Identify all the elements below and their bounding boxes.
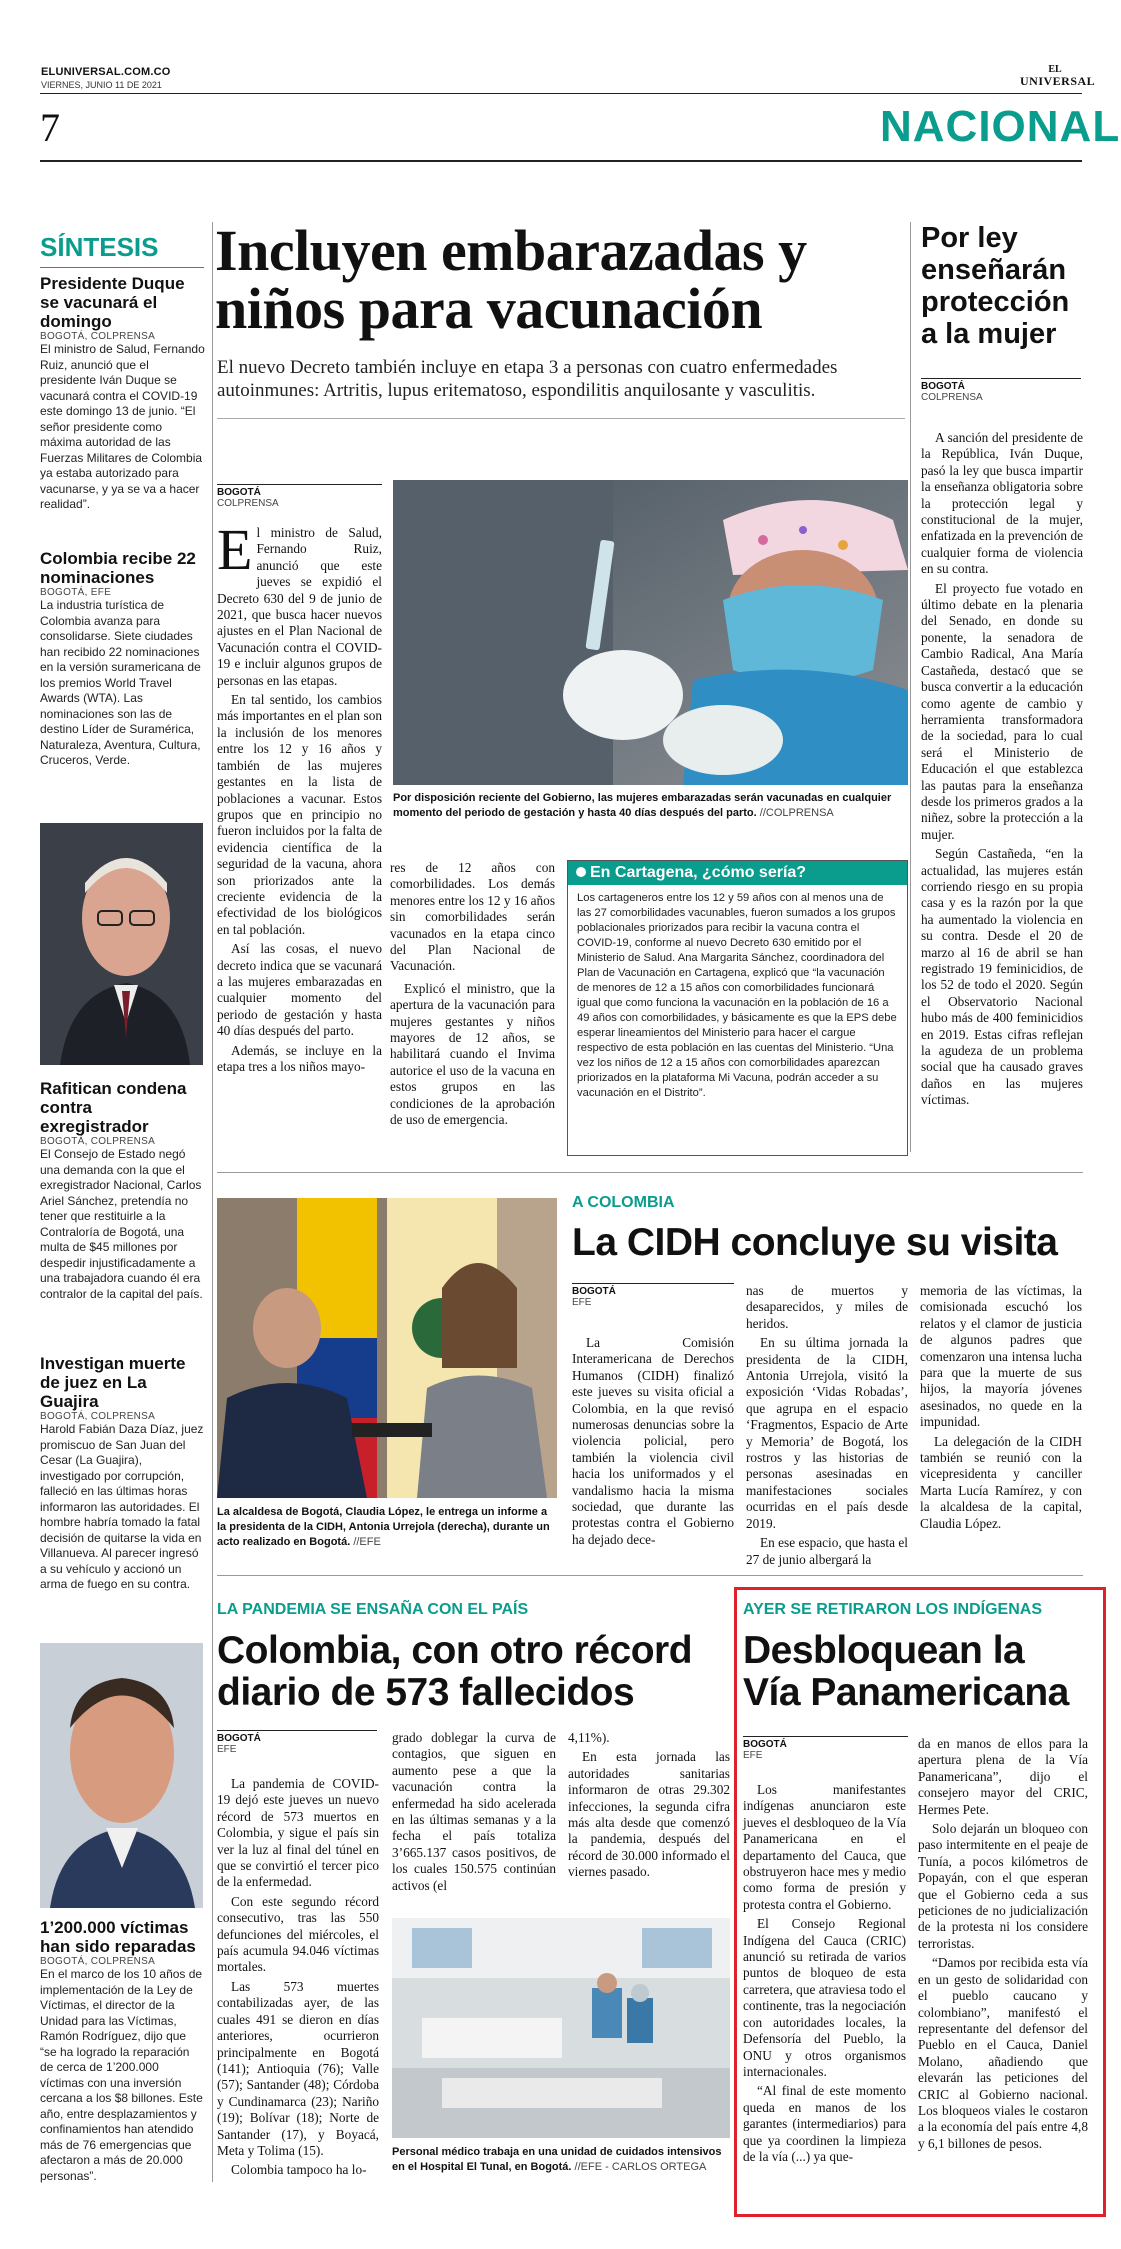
main-paragraph: res de 12 años con comorbilidades. Los demás menores entre los 12 y 16 años sin comorbilidades serán vacunados en la etapa cinco del Plan Nacional de Vacunación. [390,860,555,974]
sidebar-meta: BOGOTÁ, COLPRENSA [40,331,156,342]
right-byline [921,378,1081,403]
indigenas-column-1 [743,1782,906,2165]
cidh-paragraph: memoria de las víctimas, la comisionada escuchó los relatos y el clamor de justicia de algunos padres que comenzaron una intensa lucha para que la muerte de sus hijos, la mayoría jóvenes asesinados, no quede en la impunidad. [920,1283,1082,1430]
sidebar-meta: BOGOTÁ, COLPRENSA [40,1411,156,1422]
pandemia-paragraph: Las 573 muertes contabilizadas ayer, de las cuales 491 se dieron en días anteriores, ocurrieron principalmente en Bogotá (141); Antioquia (76); Valle (57); Santander (48); Córdoba y Cundinamarca (23); Nariño (19); Bolívar (18); Norte de Santander (17), y Boyacá, Meta y Tolima (15). [217,1978,379,2158]
cidh-paragraph: En su última jornada la presidenta de la CIDH, Antonia Urrejola, visitó la exposición ‘Vidas Robadas’, que agrupa en el espacio ‘Fragmentos, Espacio de Arte y Memoria’ de Bogotá, los rostros y las historias de personas asesinadas en manifestaciones sociales ocurridas en el país desde 2019. [746,1335,908,1531]
cidh-headline: La CIDH concluye su visita [572,1221,1058,1264]
sidebar-item [40,549,205,769]
portrait-photo [40,1643,203,1908]
indigenas-byline [743,1736,908,1761]
column-divider [212,222,213,2182]
main-column-1 [217,517,382,1075]
main-column-2 [390,860,555,1129]
right-body [921,430,1083,1109]
sidebar-text: Harold Fabián Daza Díaz, juez promiscuo de San Juan del Cesar (La Guajira), investigado por corrupción, falleció en las últimas horas informaron las autoridades. El hombre habría tomado la fatal decisión de quitarse la vida en Villanueva. Al parecer ingresó a su vehículo y accionó un arma de fuego en su contra. [40,1422,204,1591]
sidebar-text: El Consejo de Estado negó una demanda con la que el exregistrador Nacional, Carlos Ariel Sánchez, pretendía no tener que restituirle a la Contraloría de Bogotá, una multa de $45 millones por despedir injustificadamente a una trabajadora cuando él era contralor de la capital del país. [40,1147,203,1301]
cidh-paragraph: La Comisión Interamericana de Derechos Humanos (CIDH) finalizó este jueves su visita oficial a Colombia, en la que revisó numerosas denuncias sobre la violencia policial, pero también la violencia civil hacia los uniformados y el vandalismo hacia la misma sociedad, que durante las protestas contra el Gobierno ha dejado dece- [572,1335,734,1547]
pandemia-paragraph: La pandemia de COVID-19 dejó este jueves un nuevo récord de 573 muertos en Colombia, y sigue el país sin ver la luz al final del túnel en que se convirtió el tercer pico de la enfermedad. [217,1776,379,1890]
site-url: ELUNIVERSAL.COM.CO [41,66,171,78]
byline-city: BOGOTÁ [217,487,261,498]
main-headline: Incluyen embarazadas y niños para vacunación [215,218,807,341]
box-title [568,861,907,885]
pandemia-paragraph: Con este segundo récord consecutivo, tras las 550 defunciones del miércoles, el país acumula 94.046 víctimas mortales. [217,1893,379,1975]
caption-credit: //COLPRENSA [759,807,834,819]
logo-top: EL [1048,64,1062,75]
section-divider [217,1172,1083,1173]
right-paragraph: El proyecto fue votado en último debate en la plenaria del Senado, en donde su ponente, la senadora de Cambio Radical, Ana María Castañeda, destacó que se busca convertir a la educación como agente de cambio y herramienta transformadora de la sociedad, para lo cual será el Ministerio de Educación el que establezca las pautas para la enseñanza desde los primeros grados a la niñez, sobre la protección a la mujer. [921,580,1083,842]
caption-credit: //EFE - CARLOS ORTEGA [574,2161,707,2173]
section-divider [217,1575,1083,1576]
byline-agency: EFE [743,1750,763,1761]
cidh-kicker: A COLOMBIA [572,1194,675,1211]
sidebar-headline: Presidente Duque se vacunará el domingo [40,274,185,331]
pandemia-column-3 [568,1730,730,1881]
main-paragraph: l ministro de Salud, Fernando Ruiz, anunció que este jueves se expidió el Decreto 630 del 9 de junio de 2021, que busca hacer nuevos ajustes en el Plan Nacional de Vacunación contra el COVID-19 e incluir algunos grupos de personas en las etapas. [217,525,382,688]
indigenas-paragraph: El Consejo Regional Indígena del Cauca (CRIC) anunció su retirada de varios puntos de bloqueo de esta carretera, que atraviesa todo el continente, tras la negociación con autoridades locales, la Defensoría del Pueblo, la ONU y otros organismos internacionales. [743,1916,906,2079]
sidebar-text: El ministro de Salud, Fernando Ruiz, anunció que el presidente Iván Duque se vacunará contra el COVID-19 este domingo 13 de junio. “El señor presidente como máxima autoridad de las Fuerzas Militares de Colombia ya estaba autorizado para vacunarse, y ya se va a hacer realidad”. [40,342,205,511]
right-paragraph: Según Castañeda, “en la actualidad, las mujeres están corriendo riesgo en su propia casa y es la razón por la que ha aumentado la violencia en su contra. Desde el 20 de marzo al 16 de abril se han registrado 19 feminicidios, de los 52 de todo el 2020. Según el Observatorio Nacional hubo más de 400 feminicidios en 2019. Estas cifras reflejan la agudeza de un problema social que ha causado graves daños en las mujeres víctimas. [921,846,1083,1108]
byline-agency: COLPRENSA [217,498,279,509]
sidebar-title: SÍNTESIS [40,232,159,262]
byline-agency: COLPRENSA [921,392,983,403]
page-number: 7 [40,105,60,150]
cidh-column-3 [920,1283,1082,1532]
box-text: Los cartageneros entre los 12 y 59 años con al menos una de las 27 comorbilidades vacunables, fueron sumados a los grupos poblacionales priorizados para recibir la vacuna contra el COVID-19, conforme al nuevo Decreto 630 emitido por el Ministerio de Salud. Ana Margarita Sánchez, coordinadora del Plan de Vacunación en Cartagena, explicó que “la vacunación de menores de 12 a 15 años con comorbilidades funcionará igual que como funciona la vacunación en la población de 16 a 49 años con comorbilidades, y básicamente es que la EPS debe esperar lineamientos del Ministerio para hacer el cargue respectivo de esta población en las cuentas del Ministerio. “Una vez los niños de 12 a 15 años con comorbilidades aparezcan priorizados en la plataforma Mi Vacuna, podrán acceder a su vacunación en el Distrito”. [577,892,897,1099]
portrait-photo [40,823,203,1065]
cidh-photo [217,1198,557,1498]
main-lede: El nuevo Decreto también incluye en etapa 3 a personas con cuatro enfermedades autoinmunes: Artritis, lupus eritematoso, espondilitis anquilosante y vasculitis. [217,357,838,401]
newspaper-logo [1020,64,1096,88]
cidh-paragraph: La delegación de la CIDH también se reunió con la vicepresidenta y canciller Marta Lucía Ramírez, y con la alcaldesa de la capital, Claudia López. [920,1433,1082,1531]
caption-text: Por disposición reciente del Gobierno, las mujeres embarazadas serán vacunadas en cualquier momento del periodo de gestación y hasta 40 días después del parto. [393,792,892,819]
main-paragraph: Explicó el ministro, que la apertura de la vacunación para mujeres gestantes y niños mayores de 12 años, se habilitará cuando el Invima autorice el uso de la vacuna en estos grupos en las condiciones de la aprobación de uso de emergencia. [390,980,555,1128]
cidh-column-1 [572,1335,734,1548]
cidh-column-2 [746,1283,908,1568]
column-divider [910,222,911,1152]
pandemia-headline: Colombia, con otro récord diario de 573 fallecidos [217,1629,693,1714]
main-photo-caption [393,791,908,821]
sidebar-title-rule [40,267,204,268]
dropcap: E [217,517,253,582]
byline-agency: EFE [217,1744,237,1755]
sidebar-text: En el marco de los 10 años de implementación de la Ley de Víctimas, el director de la Unidad para las Víctimas, Ramón Rodríguez, dijo que “se ha logrado la reparación de cerca de 1’200.000 víctimas con una inversión cercana a los $8 billones. Este año, entre desplazamientos y confinamientos han atendido más de 76 emergencias que afectaron a más de 20.000 personas”. [40,1967,203,2183]
byline-city: BOGOTÁ [217,1733,261,1744]
indigenas-paragraph: Los manifestantes indígenas anunciaron este jueves el desbloqueo de la Vía Panamericana en el departamento del Cauca, que obstruyeron hace mes y medio como forma de presión y protesta contra el Gobierno. [743,1782,906,1912]
pandemia-paragraph: 4,11%). [568,1730,610,1745]
logo-bottom: UNIVERSAL [1020,74,1096,88]
hospital-photo-caption [392,2145,730,2175]
sidebar-item [40,274,205,513]
info-dot-icon [576,867,586,877]
sidebar-text: La industria turística de Colombia avanza para consolidarse. Siete ciudades han recibido 22 nominaciones en la versión suramericana de los premios World Travel Awards (WTA). Las nominaciones son las de destino Líder de Suramérica, Naturaleza, Aventura, Cultura, Cruceros, Verde. [40,598,201,767]
byline-city: BOGOTÁ [743,1739,787,1750]
vaccination-photo [393,480,908,785]
cidh-paragraph: nas de muertos y desaparecidos, y miles de heridos. [746,1283,908,1331]
sidebar-headline: Investigan muerte de juez en La Guajira [40,1354,186,1411]
sidebar-meta: BOGOTÁ, COLPRENSA [40,1956,156,1967]
indigenas-headline: Desbloquean la Vía Panamericana [743,1629,1069,1714]
pandemia-kicker: LA PANDEMIA SE ENSAÑA CON EL PAÍS [217,1601,529,1618]
pandemia-paragraph: Colombia tampoco ha lo- [231,2162,367,2178]
cidh-paragraph: En ese espacio, que hasta el 27 de junio albergará la [746,1535,908,1567]
indigenas-paragraph: “Damos por recibida esta vía en un gesto de solidaridad con el pueblo caucano y colombiano”, manifestó el representante del defensor del Pueblo en el Cauca, Daniel Molano, añadiendo que elevarán las peticiones del CRIC al Gobierno nacional. Los bloqueos viales le costaron a la economía del país entre 4,8 y 6,1 billones de pesos. [918,1955,1088,2151]
right-paragraph: A sanción del presidente de la República, Iván Duque, pasó la ley que busca impartir la enseñanza obligatoria sobre la protección legal y constitucional de la mujer, enfatizada en la prevención de cualquier forma de violencia en su contra. [921,430,1083,577]
pandemia-column-1 [217,1776,379,2179]
sidebar-item [40,1354,205,1593]
box-title-text: En Cartagena, ¿cómo sería? [590,864,807,881]
sidebar-headline: Rafitican condena contra exregistrador [40,1079,187,1136]
sidebar-item [40,1079,205,1302]
section-rule [40,160,1082,162]
masthead-rule [40,93,1082,94]
indigenas-paragraph: da en manos de ellos para la apertura plena de la Vía Panamericana”, dijo el consejero mayor del CRIC, Hermes Pete. [918,1736,1088,1817]
byline-agency: EFE [572,1297,592,1308]
sidebar-item [40,1918,205,2184]
cidh-photo-caption [217,1505,557,1550]
section-title: NACIONAL [880,102,1121,151]
indigenas-paragraph: Solo dejarán un bloqueo con paso intermitente en el peaje de Tunía, a pocos kilómetros de Popayán, con el que esperan que el Gobierno ceda a sus peticiones de no judicialización de la protesta ni los considere terroristas. [918,1821,1088,1951]
caption-credit: //EFE [353,1536,381,1548]
issue-date: VIERNES, JUNIO 11 DE 2021 [41,80,162,90]
byline-city: BOGOTÁ [572,1286,616,1297]
hospital-photo [392,1918,730,2138]
main-paragraph: En tal sentido, los cambios más importantes en el plan son la inclusión de los menores entre los 12 y 16 años y también de las mujeres gestantes en la lista de poblaciones a vacunar. Estos grupos que en principio no fueron incluidos por la falta de evidencia científica de la seguridad de la vacuna, ahora son priorizados ante la creciente evidencia de la efectividad de los biológicos en tal población. [217,692,382,937]
right-headline: Por ley enseñarán protección a la mujer [921,222,1070,350]
indigenas-kicker: AYER SE RETIRARON LOS INDÍGENAS [743,1601,1043,1618]
lede-rule [217,418,905,419]
pandemia-paragraph: En esta jornada las autoridades sanitarias informaron de otras 29.302 infecciones, la segunda cifra más alta desde que comenzó la pandemia, después del récord de 30.000 informado el viernes pasado. [568,1749,730,1880]
sidebar-meta: BOGOTÁ, COLPRENSA [40,1136,156,1147]
caption-text: Personal médico trabaja en una unidad de cuidados intensivos en el Hospital El Tunal, en Bogotá. [392,2146,722,2173]
indigenas-column-2 [918,1736,1088,2152]
byline-city: BOGOTÁ [921,381,965,392]
pandemia-column-2 [392,1730,556,1894]
pandemia-byline [217,1730,377,1755]
cidh-byline [572,1283,734,1308]
main-byline [217,484,382,509]
indigenas-paragraph: “Al final de este momento queda en manos de los garantes (intermediarios) para que ya coordinen la limpieza de la vía (...) ya que- [743,2083,906,2164]
sidebar-meta: BOGOTÁ, EFE [40,587,112,598]
pandemia-paragraph: grado doblegar la curva de contagios, que siguen en aumento pese a que la vacunación contra la enfermedad ha sido acelerada en las últimas semanas y a la fecha el país totaliza 3’665.137 casos positivos, de los cuales 150.575 continúan activos (el [392,1730,556,1893]
sidebar-headline: 1’200.000 víctimas han sido reparadas [40,1918,196,1956]
sidebar-headline: Colombia recibe 22 nominaciones [40,549,196,587]
caption-text: La alcaldesa de Bogotá, Claudia López, le entrega un informe a la presidenta de la CIDH, Antonia Urrejola (derecha), durante un acto realizado en Bogotá. [217,1506,550,1548]
main-paragraph: Además, se incluye en la etapa tres a los niños mayo- [217,1042,382,1074]
cartagena-box [567,860,908,1156]
main-paragraph: Así las cosas, el nuevo decreto indica que se vacunará a las mujeres embarazadas en cualquier momento del periodo de gestación y hasta 40 días después del parto. [217,941,382,1039]
